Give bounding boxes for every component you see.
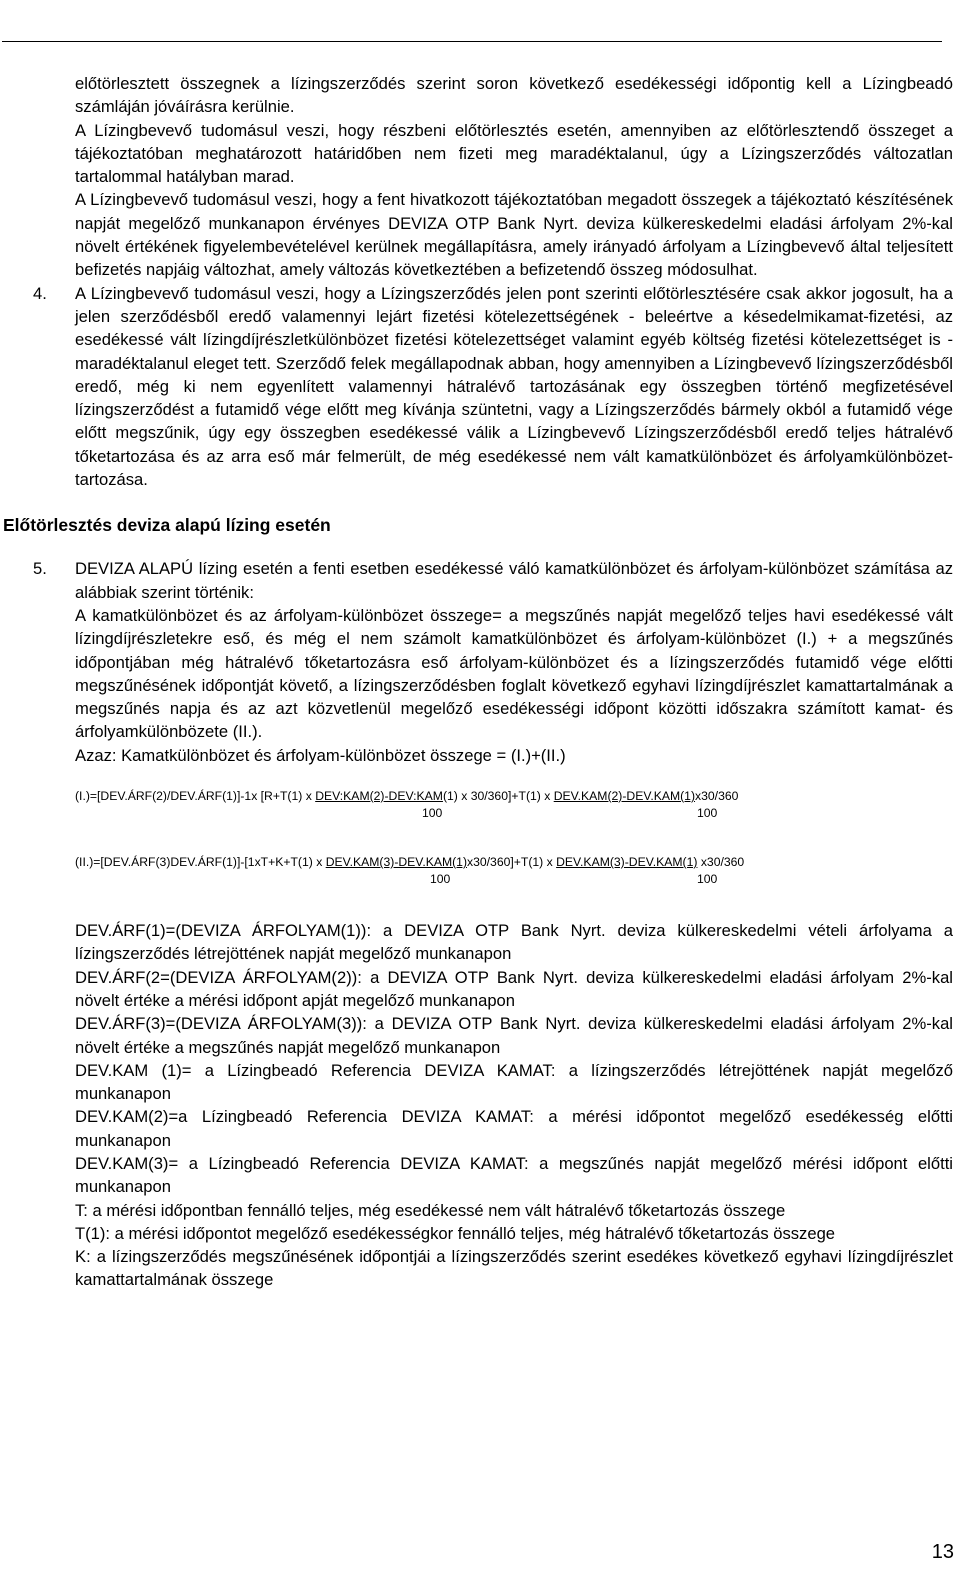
- paragraph-exchange-rate: A Lízingbevevő tudomásul veszi, hogy a fent hivatkozott tájékoztatóban megadott összegek a tájékoztató készítésének napját megelőző munkanapon érvényes DEVIZA OTP Bank Nyrt. deviza külkereskedelmi eladási árfolyam 2%-kal növelt értékének figyelembevételével kerülnek megállapításra, amely irányadó árfolyam a Lízingbevevő által teljesített befizetés napjáig változhat, amely változás következtében a befizetendő összeg módosulhat.: [75, 190, 953, 280]
- formula-2: [75, 855, 960, 899]
- item-number: 5.: [33, 559, 47, 579]
- item-text: A Lízingbevevő tudomásul veszi, hogy a Lízingszerződés jelen pont szerinti előtörlesztésére csak akkor jogosult, ha a jelen szerződésből eredő valamennyi lejárt fizetési kötelezettségének - beleértve a késedelmikamat-fizetési, az esedékessé vált lízingdíjrészletkülönbözet fizetési kötelezettséget valamint egyéb költség fizetési kötelezettséget is - maradéktalanul eleget tett. Szerződő felek megállapodnak abban, hogy amennyiben a Lízingbevevő lízingszerződésből eredő, még ki nem egyenlített valamennyi hátralévő tartozásának egy összegben történő megfizetésével lízingszerződést a futamidő vége előtt meg kívánja szüntetni, vagy a Lízingszerződés bármely okból a futamidő vége előtt megszűnik, úgy egy összegben esedékessé válik a Lízingbevevő Lízingszerződésből eredő teljes hátralévő tőketartozása és az arra eső már felmerült, de még esedékessé nem vált kamatkülönbözet és árfolyamkülönbözet-tartozása.: [75, 283, 953, 490]
- definition-item: T(1): a mérési időpontot megelőző esedékességkor fennálló teljes, még hátralévő tőketartozás összege: [75, 1223, 836, 1243]
- formula-numerator: DEV:KAM(2)-DEV:KAM: [315, 789, 443, 804]
- list-item-4: [33, 282, 953, 492]
- paragraph-calculation: A kamatkülönbözet és az árfolyam-különbözet összege= a megszűnés napját megelőző teljes havi esedékessé vált lízingdíjrészletekre eső, és még el nem számolt kamatkülönbözet és árfolyam-különbözet (I.) + a megszűnés időpontjában még hátralévő tőketartozásra eső árfolyam-különbözet és a lízingszerződés futamidő vége előtti megszűnésének időpontját követő, a lízingszerződésben foglalt következő egyhavi lízingdíjrészlet kamattartalmának a megszűnés napja és az azt közvetlenül megelőző esedékességi időpont közötti időszakra számított kamat- és árfolyamkülönbözete (II.).: [75, 605, 953, 742]
- item-number: 4.: [33, 283, 47, 303]
- section-heading: Előtörlesztés deviza alapú lízing esetén: [3, 515, 331, 536]
- definition-item: DEV.KAM(2)=a Lízingbeadó Referencia DEVIZA KAMAT: a mérési időpontot megelőző esedékesség előtti munkanapon: [75, 1107, 953, 1150]
- item-intro: DEVIZA ALAPÚ lízing esetén a fenti esetben esedékessé váló kamatkülönbözet és árfolyam-különbözet számítása az alábbiak szerint történik:: [75, 559, 953, 602]
- definition-item: DEV.ÁRF(3)=(DEVIZA ÁRFOLYAM(3)): a DEVIZA OTP Bank Nyrt. deviza külkereskedelmi eladási árfolyam 2%-kal növelt értéke a megszűnés napját megelőző munkanapon: [75, 1014, 953, 1057]
- paragraph-continuation: előtörlesztett összegnek a lízingszerződés szerint soron következő esedékességi időpontig kell a Lízingbeadó számláján jóváírásra kerülnie.: [75, 74, 953, 117]
- formula-part: x30/360: [697, 855, 745, 870]
- header-rule: [2, 41, 942, 42]
- definitions-list: [0, 919, 960, 1292]
- formula-part: x30/360]+T(1) x: [467, 855, 557, 870]
- formula-part: (I.)=[DEV.ÁRF(2)/DEV.ÁRF(1)]-1x [R+T(1) x: [75, 789, 316, 804]
- definition-item: K: a lízingszerződés megszűnésének időpontjái a lízingszerződés szerint esedékes következő egyhavi lízingdíjrészlet kamattartalmának összege: [75, 1247, 953, 1290]
- formula-denominator: 100: [697, 806, 718, 821]
- formula-denominator: 100: [697, 872, 718, 887]
- definition-item: DEV.ÁRF(2=(DEVIZA ÁRFOLYAM(2)): a DEVIZA OTP Bank Nyrt. deviza külkereskedelmi eladási árfolyam 2%-kal növelt értéke a mérési időpont apját megelőző munkanapon: [75, 967, 953, 1010]
- page-number: 13: [931, 1541, 954, 1563]
- definition-item: T: a mérési időpontban fennálló teljes, még esedékessé nem vált hátralévő tőketartozás összege: [75, 1200, 786, 1220]
- formula-line: [75, 789, 738, 803]
- formula-line: [75, 855, 744, 869]
- document-body: [0, 72, 960, 1292]
- definition-item: DEV.KAM(3)= a Lízingbeadó Referencia DEVIZA KAMAT: a megszűnés napját megelőző mérési időpont előtti munkanapon: [75, 1153, 953, 1197]
- paragraph-summary: Azaz: Kamatkülönbözet és árfolyam-különbözet összege = (I.)+(II.): [75, 745, 566, 765]
- formula-denominator: 100: [430, 872, 451, 887]
- formula-1: [75, 789, 960, 833]
- paragraph-partial-prepayment: A Lízingbevevő tudomásul veszi, hogy részbeni előtörlesztés esetén, amennyiben az előtörlesztendő összeget a tájékoztatóban meghatározott határidőben nem fizeti meg maradéktalanul, úgy a Lízingszerződés változatlan tartalommal hatályban marad.: [75, 120, 953, 187]
- header-title: MCSL-1003 számú általános lízingfeltételek: [2, 0, 331, 17]
- formula-numerator: DEV.KAM(3)-DEV.KAM(1): [325, 855, 468, 870]
- formula-denominator: 100: [422, 806, 443, 821]
- page-header: [0, 0, 960, 22]
- definition-item: DEV.KAM (1)= a Lízingbeadó Referencia DEVIZA KAMAT: a lízingszerződés létrejöttének napját megelőző munkanapon: [75, 1060, 953, 1104]
- formula-part: x30/360: [695, 789, 739, 804]
- formula-numerator: DEV.KAM(3)-DEV.KAM(1): [556, 855, 698, 870]
- formula-part: (II.)=[DEV.ÁRF(3)DEV.ÁRF(1)]-[1xT+K+T(1) x: [75, 855, 326, 870]
- list-item-5: [33, 557, 953, 604]
- header-date: 2010. március 1.: [828, 0, 952, 17]
- definition-item: DEV.ÁRF(1)=(DEVIZA ÁRFOLYAM(1)): a DEVIZA OTP Bank Nyrt. deviza külkereskedelmi vételi árfolyama a lízingszerződés létrejöttének napját megelőző munkanapon: [75, 921, 953, 964]
- formula-part: (1) x 30/360]+T(1) x: [442, 789, 554, 804]
- formula-numerator: DEV.KAM(2)-DEV.KAM(1): [553, 789, 696, 804]
